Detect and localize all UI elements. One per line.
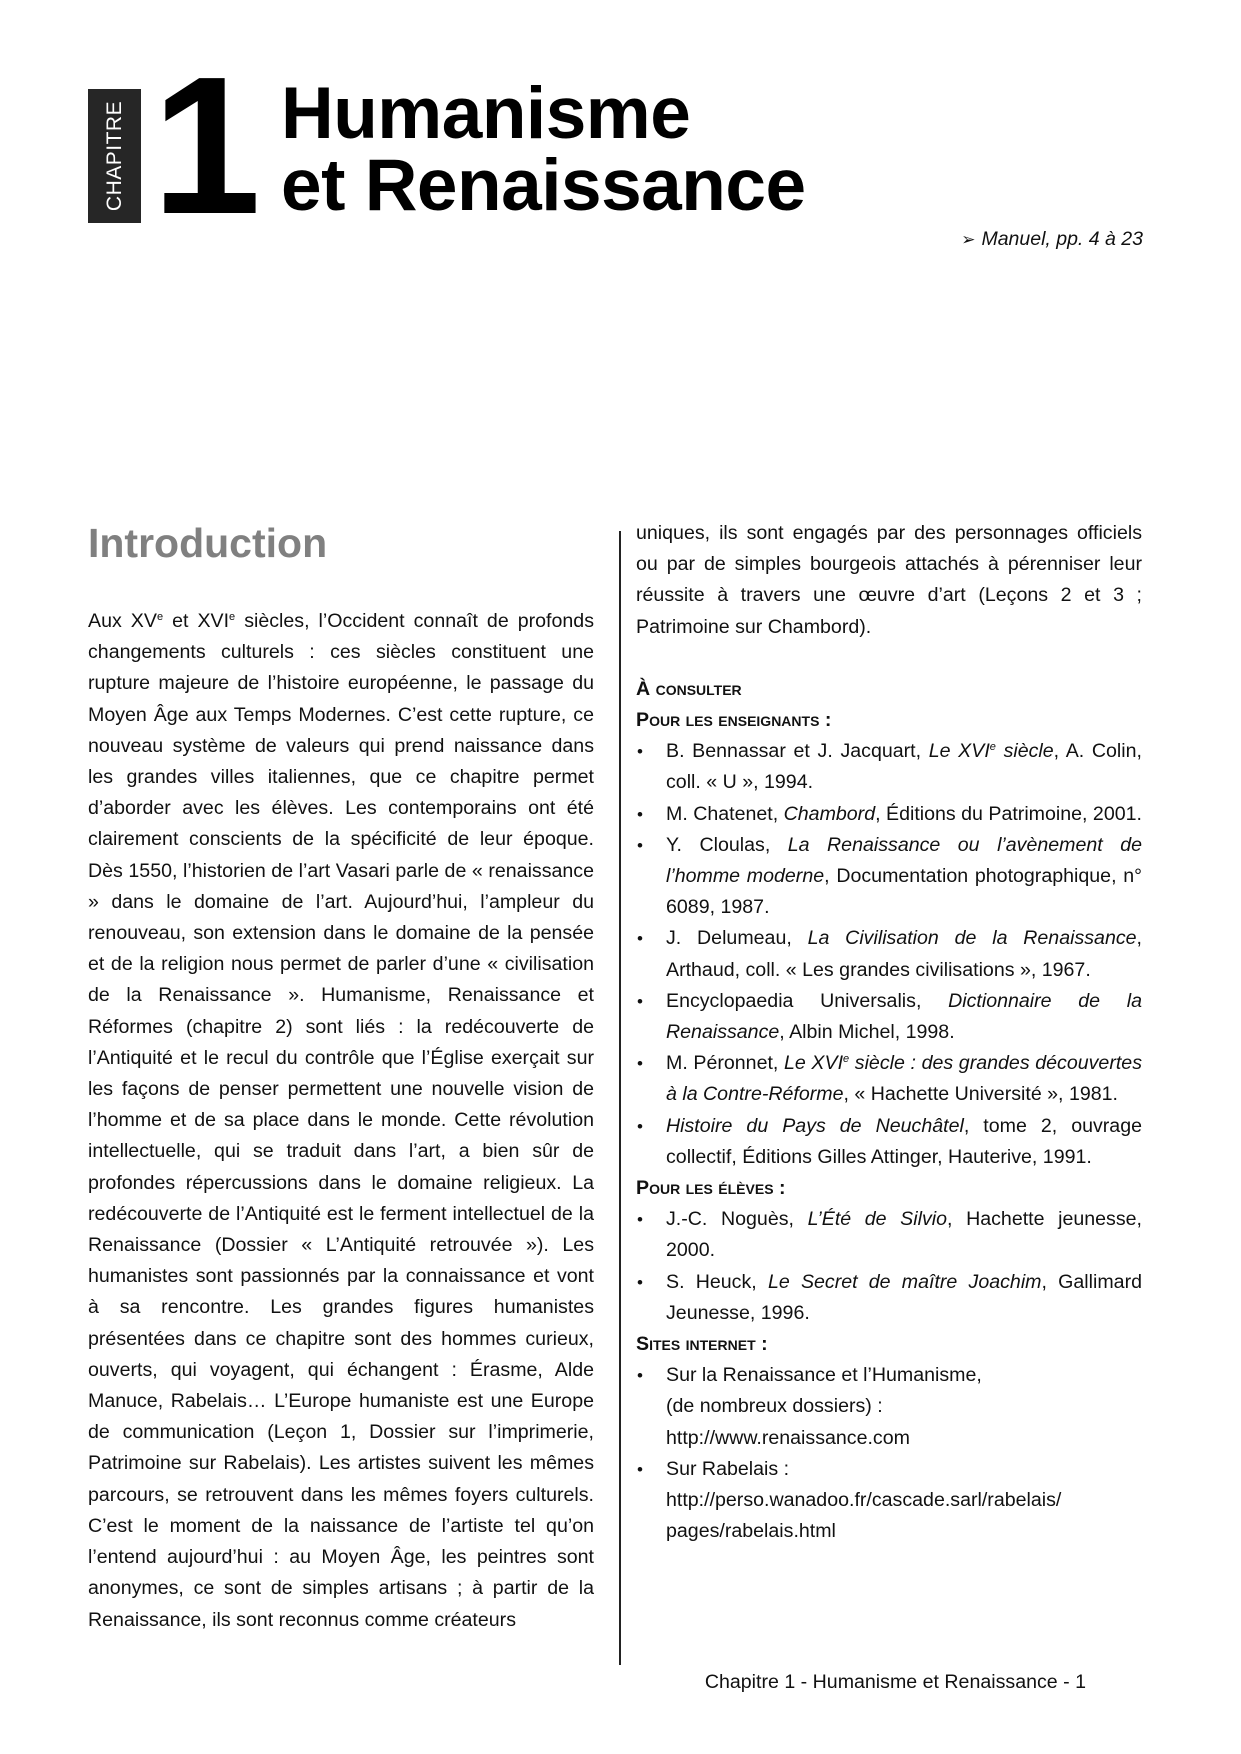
title-line-2: et Renaissance: [281, 145, 806, 226]
bullet-icon: •: [637, 1272, 643, 1292]
students-heading: Pour les élèves :: [636, 1177, 786, 1200]
ref-title-rest: siècle : des grandes découvertes à la Contre-Réforme: [666, 1052, 1142, 1106]
list-item: [636, 923, 1142, 985]
ref-author: B. Bennassar et J. Jacquart,: [666, 740, 929, 763]
intro-text-a: Aux XV: [88, 610, 157, 632]
ref-author: S. Heuck,: [666, 1270, 768, 1293]
ref-author: J.-C. Noguès,: [666, 1208, 808, 1231]
chapter-label-box: [88, 89, 141, 223]
ref-publisher: , Éditions du Patrimoine, 2001.: [875, 802, 1142, 825]
ref-publisher: , Hachette jeunesse, 2000.: [666, 1208, 1142, 1262]
introduction-heading: Introduction: [88, 520, 328, 566]
list-item: [636, 986, 1142, 1048]
website-url[interactable]: http://perso.wanadoo.fr/cascade.sarl/rabelais/: [666, 1489, 1062, 1512]
ref-title-rest: siècle: [995, 740, 1054, 763]
ref-author: M. Péronnet,: [666, 1052, 784, 1075]
website-description: Sur la Renaissance et l’Humanisme,: [666, 1364, 982, 1387]
list-item: [636, 1048, 1142, 1110]
chapter-label: CHAPITRE: [102, 100, 126, 212]
ref-publisher: , tome 2, ouvrage collectif, Éditions Gilles Attinger, Hauterive, 1991.: [666, 1114, 1142, 1168]
ref-title: Le XVI: [928, 740, 990, 763]
right-column: [636, 518, 1142, 1548]
bullet-icon: •: [637, 835, 643, 855]
website-url[interactable]: http://www.renaissance.com: [666, 1426, 910, 1449]
bullet-icon: •: [637, 804, 643, 824]
ref-title: L’Été de Silvio: [807, 1208, 948, 1231]
arrow-right-icon: ➢: [961, 230, 976, 249]
bullet-icon: •: [637, 991, 643, 1011]
ref-title: Histoire du Pays de Neuchâtel: [666, 1114, 964, 1137]
list-item: [636, 830, 1142, 924]
bullet-icon: •: [637, 1366, 643, 1386]
bullet-icon: •: [637, 1459, 643, 1479]
list-item: [636, 1360, 1142, 1454]
list-item: [636, 799, 1142, 830]
superscript: e: [843, 1053, 850, 1066]
column-divider: [619, 531, 621, 1665]
ref-title: La Civilisation de la Renaissance: [807, 927, 1137, 950]
ref-title: Dictionnaire de la Renaissance: [666, 989, 1142, 1044]
page-title: [281, 73, 806, 226]
intro-text-b: et XVI: [163, 610, 230, 632]
left-column: [88, 518, 594, 1636]
ref-author: J. Delumeau,: [666, 927, 808, 950]
bullet-icon: •: [637, 929, 643, 949]
bullet-icon: •: [637, 1054, 643, 1074]
bullet-icon: •: [637, 742, 643, 762]
ref-title: Le XVI: [784, 1052, 844, 1075]
websites-heading: Sites internet :: [636, 1333, 768, 1356]
list-item: [636, 736, 1142, 798]
teachers-reference-list: [636, 736, 1142, 1173]
list-item: [636, 1204, 1142, 1266]
list-item: [636, 1111, 1142, 1173]
ref-publisher: , Documentation photographique, n° 6089, 1987.: [666, 865, 1142, 919]
introduction-paragraph-continued: uniques, ils sont engagés par des personnages officiels ou par de simples bourgeois attachés à pérenniser leur réussite à travers une œuvre d’art (Leçons 2 et 3 ; Patrimoine sur Chambord).: [636, 522, 1142, 638]
website-description: (de nombreux dossiers) :: [666, 1395, 883, 1418]
ref-title: Chambord: [783, 802, 876, 825]
superscript: e: [156, 611, 164, 623]
manual-reference-text: Manuel, pp. 4 à 23: [981, 228, 1143, 250]
ref-author: Y. Cloulas,: [666, 833, 788, 856]
website-url-continued[interactable]: pages/rabelais.html: [666, 1520, 836, 1543]
teachers-heading: Pour les enseignants :: [636, 709, 832, 732]
bullet-icon: •: [637, 1210, 643, 1230]
list-item: [636, 1454, 1142, 1548]
websites-list: [636, 1360, 1142, 1547]
manual-reference: [961, 228, 1143, 251]
ref-publisher: , Gallimard Jeunesse, 1996.: [666, 1270, 1142, 1324]
title-line-1: Humanisme: [281, 73, 691, 154]
intro-text-c: siècles, l’Occident connaît de profonds changements culturels : ces siècles constituent une rupture majeure de l’histoire européenne, le passage du Moyen Âge aux Temps Modernes. C’est cette rupture, ce nouveau système de valeurs qui prend naissance dans les grandes villes italiennes, que ce chapitre permet d’aborder avec les élèves. Les contemporains ont été clairement conscients de la spécificité de leur époque. Dès 1550, l’historien de l’art Vasari parle de « renaissance » dans le domaine de l’art. Aujourd’hui, l’ampleur du renouveau, son extension dans le domaine de la pensée et de la religion nous permet de parler d’une « civilisation de la Renaissance ». Humanisme, Renaissance et Réformes (chapitre 2) sont liés : la redécouverte de l’Antiquité et le recul du contrôle que l’Église exerçait sur les façons de penser permettent une nouvelle vision de l’homme et de sa place dans le monde. Cette révolution intellectuelle, qui se traduit dans l’art, a bien sûr de profondes répercussions dans le domaine religieux. La redécouverte de l’Antiquité est le ferment intellectuel de la Renaissance (Dossier « L’Antiquité retrouvée »). Les humanistes sont passionnés par la connaissance et vont à sa rencontre. Les grandes figures humanistes présentées dans ce chapitre sont des hommes curieux, ouverts, qui voyagent, qui échangent : Érasme, Alde Manuce, Rabelais… L’Europe humaniste est une Europe de communication (Leçon 1, Dossier sur l’imprimerie, Patrimoine sur Rabelais). Les artistes suivent les mêmes parcours, se retrouvent dans les mêmes foyers culturels. C’est le moment de la naissance de l’artiste tel qu’on l’entend aujourd’hui : au Moyen Âge, les peintres sont anonymes, ce sont de simples artisans ; à partir de la Renaissance, ils sont reconnus comme créateurs: [88, 610, 594, 1631]
resources-heading: À consulter: [636, 677, 742, 700]
ref-publisher: , Albin Michel, 1998.: [779, 1021, 955, 1044]
ref-title: Le Secret de maître Joachim: [767, 1270, 1042, 1293]
ref-publisher: , Arthaud, coll. « Les grandes civilisations », 1967.: [666, 927, 1142, 981]
ref-author: Encyclopaedia Universalis,: [666, 989, 949, 1012]
bullet-icon: •: [637, 1116, 643, 1136]
superscript: e: [229, 611, 236, 623]
ref-author: M. Chatenet,: [666, 802, 784, 825]
ref-publisher: , A. Colin, coll. « U », 1994.: [666, 740, 1142, 794]
chapter-number: 1: [152, 36, 258, 255]
list-item: [636, 1267, 1142, 1329]
ref-publisher: , « Hachette Université », 1981.: [843, 1083, 1118, 1106]
ref-title: La Renaissance ou l’avènement de l’homme moderne: [666, 833, 1142, 888]
page-footer: Chapitre 1 - Humanisme et Renaissance - 1: [704, 1671, 1086, 1693]
website-description: Sur Rabelais :: [666, 1457, 790, 1480]
students-reference-list: [636, 1204, 1142, 1329]
superscript: e: [989, 741, 996, 754]
introduction-paragraph: [88, 606, 594, 1636]
